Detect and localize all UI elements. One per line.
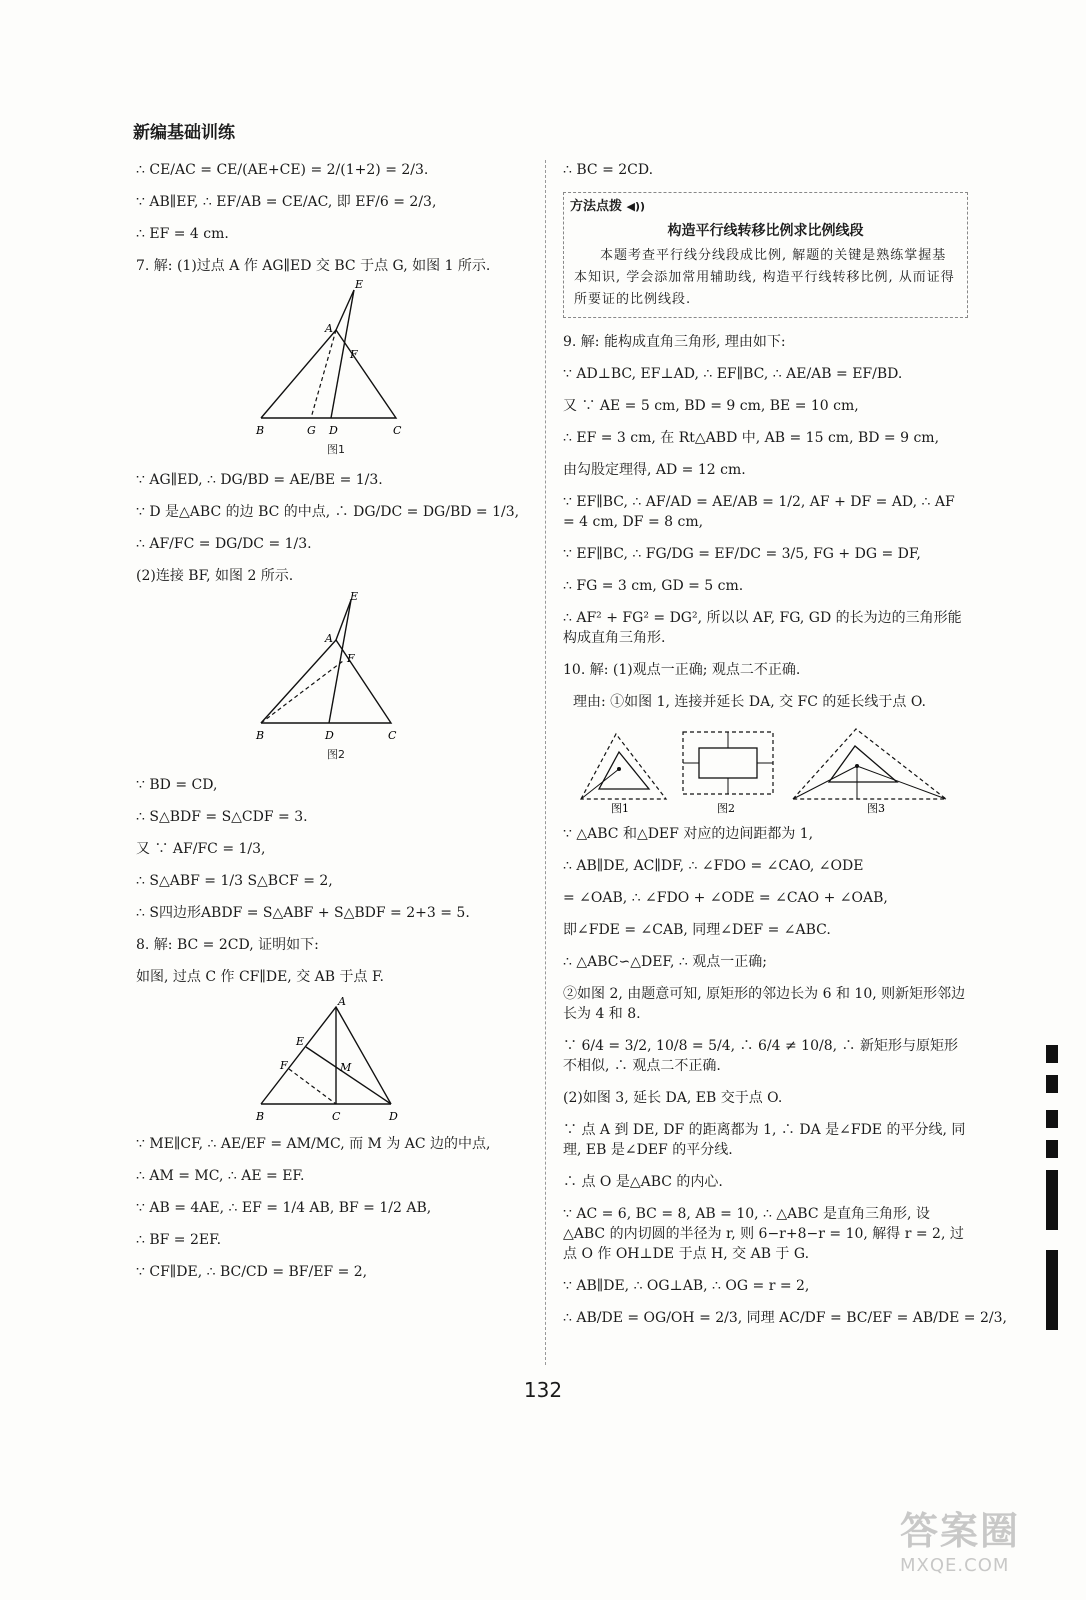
right-column bbox=[563, 160, 1007, 1340]
figure-caption: 图1 bbox=[327, 443, 345, 456]
text-line: ∵ AB = 4AE, ∴ EF = 1/4 AB, BF = 1/2 AB, bbox=[136, 1200, 432, 1216]
text-line: ∵ AC = 6, BC = 8, AB = 10, ∴ △ABC 是直角三角形, 设△ABC 的内切圆的半径为 r, 则 6−r+8−r = 10, 解得 r = 2, 过点 O 作 OH⊥DE 于点 H, 交 AB 于 G. bbox=[563, 1206, 964, 1262]
text-line: ∵ 点 A 到 DE, DF 的距离都为 1, ∴ DA 是∠FDE 的平分线, 同理, EB 是∠DEF 的平分线. bbox=[563, 1122, 966, 1158]
text-line: ∵ AG∥ED, ∴ DG/BD = AE/BE = 1/3. bbox=[136, 472, 383, 488]
edge-tab-mark bbox=[1046, 1140, 1058, 1158]
watermark-url: MXQE.COM bbox=[900, 1555, 1010, 1576]
text-line: ∴ AF² + FG² = DG², 所以以 AF, FG, GD 的长为边的三角形能构成直角三角形. bbox=[563, 610, 962, 646]
edge-tab-mark bbox=[1046, 1110, 1058, 1128]
text-line: ∴ CE/AC = CE/(AE+CE) = 2/(1+2) = 2/3. bbox=[136, 162, 429, 178]
figure-caption: 图2 bbox=[716, 802, 735, 815]
text-line: ∵ AB∥DE, ∴ OG⊥AB, ∴ OG = r = 2, bbox=[563, 1278, 810, 1294]
point-label: A bbox=[325, 322, 333, 335]
triangle-figure-1 bbox=[251, 278, 421, 438]
text-line: ∵ ME∥CF, ∴ AE/EF = AM/MC, 而 M 为 AC 边的中点, bbox=[136, 1136, 491, 1152]
point-label: D bbox=[389, 1110, 398, 1123]
text-line: ∵ AD⊥BC, EF⊥AD, ∴ EF∥BC, ∴ AE/AB = EF/BD. bbox=[563, 366, 903, 382]
edge-tab-mark bbox=[1046, 1170, 1058, 1230]
point-label: D bbox=[329, 424, 338, 437]
page-number: 132 bbox=[523, 1378, 563, 1402]
triangle-figure-2 bbox=[251, 590, 421, 743]
text-line: ∵ 6/4 = 3/2, 10/8 = 5/4, ∴ 6/4 ≠ 10/8, ∴ 新矩形与原矩形不相似, ∴ 观点二不正确. bbox=[563, 1038, 958, 1074]
text-line: ∴ EF = 3 cm, 在 Rt△ABD 中, AB = 15 cm, BD = 9 cm, bbox=[563, 430, 940, 446]
tips-heading bbox=[570, 197, 957, 217]
point-label: D bbox=[325, 729, 334, 742]
point-label: A bbox=[338, 995, 346, 1008]
text-line: ∴ AF/FC = DG/DC = 1/3. bbox=[136, 536, 312, 552]
point-label: C bbox=[332, 1110, 341, 1123]
text-line: ∴ BC = 2CD. bbox=[563, 162, 654, 178]
figure-2 bbox=[136, 590, 536, 765]
figure-caption: 图2 bbox=[327, 748, 345, 761]
figure-caption: 图1 bbox=[610, 802, 629, 815]
text-line: (2)如图 3, 延长 DA, EB 交于点 O. bbox=[563, 1090, 783, 1106]
method-tips-box bbox=[563, 192, 968, 318]
text-line: ∴ 点 O 是△ABC 的内心. bbox=[563, 1174, 723, 1190]
text-line: ∵ BD = CD, bbox=[136, 777, 218, 793]
column-divider bbox=[545, 160, 546, 1365]
point-label: E bbox=[355, 278, 364, 291]
problem-7-heading: 7. 解: (1)过点 A 作 AG∥ED 交 BC 于点 G, 如图 1 所示. bbox=[136, 258, 491, 274]
text-line: (2)连接 BF, 如图 2 所示. bbox=[136, 568, 294, 584]
text-line: 如图, 过点 C 作 CF∥DE, 交 AB 于点 F. bbox=[136, 969, 384, 985]
text-line: ∴ AB/DE = OG/OH = 2/3, 同理 AC/DF = BC/EF = AB/DE = 2/3, bbox=[563, 1310, 1007, 1326]
tips-heading-text: 方法点拨 bbox=[570, 199, 623, 214]
watermark bbox=[900, 1500, 1070, 1580]
point-label: A bbox=[325, 632, 333, 645]
text-line: ②如图 2, 由题意可知, 原矩形的邻边长为 6 和 10, 则新矩形邻边长为 4 和 8. bbox=[563, 986, 966, 1022]
point-label: E bbox=[296, 1035, 305, 1048]
point-label: G bbox=[307, 424, 316, 437]
text-line: ∵ CF∥DE, ∴ BC/CD = BF/EF = 2, bbox=[136, 1264, 368, 1280]
text-line: ∴ BF = 2EF. bbox=[136, 1232, 222, 1248]
text-line: ∵ EF∥BC, ∴ AF/AD = AE/AB = 1/2, AF + DF = AD, ∴ AF = 4 cm, DF = 8 cm, bbox=[563, 494, 955, 530]
point-label: C bbox=[388, 729, 397, 742]
text-line: ∵ AB∥EF, ∴ EF/AB = CE/AC, 即 EF/6 = 2/3, bbox=[136, 194, 437, 210]
text-line: ∴ △ABC∽△DEF, ∴ 观点一正确; bbox=[563, 954, 767, 970]
problem-10-heading: 10. 解: (1)观点一正确; 观点二不正确. bbox=[563, 662, 801, 678]
text-line: ∴ FG = 3 cm, GD = 5 cm. bbox=[563, 578, 744, 594]
text-line: ∵ EF∥BC, ∴ FG/DG = EF/DC = 3/5, FG + DG = DF, bbox=[563, 546, 921, 562]
text-line: 又 ∵ AF/FC = 1/3, bbox=[136, 841, 266, 857]
tips-title: 构造平行线转移比例求比例线段 bbox=[667, 223, 864, 239]
text-line: 由勾股定理得, AD = 12 cm. bbox=[563, 462, 746, 478]
triangle-figure-3 bbox=[251, 995, 421, 1124]
left-column bbox=[136, 160, 536, 1294]
point-label: M bbox=[340, 1061, 352, 1074]
figure-1 bbox=[136, 278, 536, 460]
edge-tab-mark bbox=[1046, 1075, 1058, 1093]
figure-row-problem-10 bbox=[563, 724, 968, 814]
watermark-logo-text: 答案圈 bbox=[900, 1509, 1021, 1553]
point-label: C bbox=[393, 424, 402, 437]
text-line: 又 ∵ AE = 5 cm, BD = 9 cm, BE = 10 cm, bbox=[563, 398, 859, 414]
text-line: 即∠FDE = ∠CAB, 同理∠DEF = ∠ABC. bbox=[563, 922, 831, 938]
speaker-icon: ◀)) bbox=[626, 200, 646, 213]
text-line: = ∠OAB, ∴ ∠FDO + ∠ODE = ∠CAO + ∠OAB, bbox=[563, 890, 888, 906]
text-line: ∴ S△ABF = 1/3 S△BCF = 2, bbox=[136, 873, 333, 889]
text-line: ∴ AB∥DE, AC∥DF, ∴ ∠FDO = ∠CAO, ∠ODE bbox=[563, 858, 864, 874]
text-line: 理由: ①如图 1, 连接并延长 DA, 交 FC 的延长线于点 O. bbox=[573, 694, 926, 710]
page-header: 新编基础训练 bbox=[133, 123, 235, 143]
problem-9-heading: 9. 解: 能构成直角三角形, 理由如下: bbox=[563, 334, 786, 350]
text-line: ∴ EF = 4 cm. bbox=[136, 226, 229, 242]
point-label: B bbox=[256, 424, 265, 437]
tips-body: 本题考查平行线分线段成比例, 解题的关键是熟练掌握基本知识, 学会添加常用辅助线, 构造平行线转移比例, 从而证得所要证的比例线段. bbox=[574, 248, 955, 307]
point-label: E bbox=[350, 590, 359, 603]
point-label: F bbox=[280, 1059, 288, 1072]
edge-tab-mark bbox=[1046, 1045, 1058, 1063]
text-line: ∵ △ABC 和△DEF 对应的边间距都为 1, bbox=[563, 826, 814, 842]
figure-3 bbox=[136, 995, 536, 1124]
edge-tab-mark bbox=[1046, 1250, 1058, 1330]
problem-8-heading: 8. 解: BC = 2CD, 证明如下: bbox=[136, 937, 319, 953]
point-label: F bbox=[347, 652, 355, 665]
text-line: ∴ AM = MC, ∴ AE = EF. bbox=[136, 1168, 305, 1184]
point-label: F bbox=[350, 348, 358, 361]
figure-caption: 图3 bbox=[866, 802, 885, 815]
point-label: B bbox=[256, 1110, 265, 1123]
text-line: ∵ D 是△ABC 的边 BC 的中点, ∴ DG/DC = DG/BD = 1/3, bbox=[136, 504, 520, 520]
point-label: B bbox=[256, 729, 265, 742]
text-line: ∴ S△BDF = S△CDF = 3. bbox=[136, 809, 308, 825]
problem-10-figures bbox=[571, 724, 961, 814]
text-line: ∴ S四边形ABDF = S△ABF + S△BDF = 2+3 = 5. bbox=[136, 905, 470, 921]
